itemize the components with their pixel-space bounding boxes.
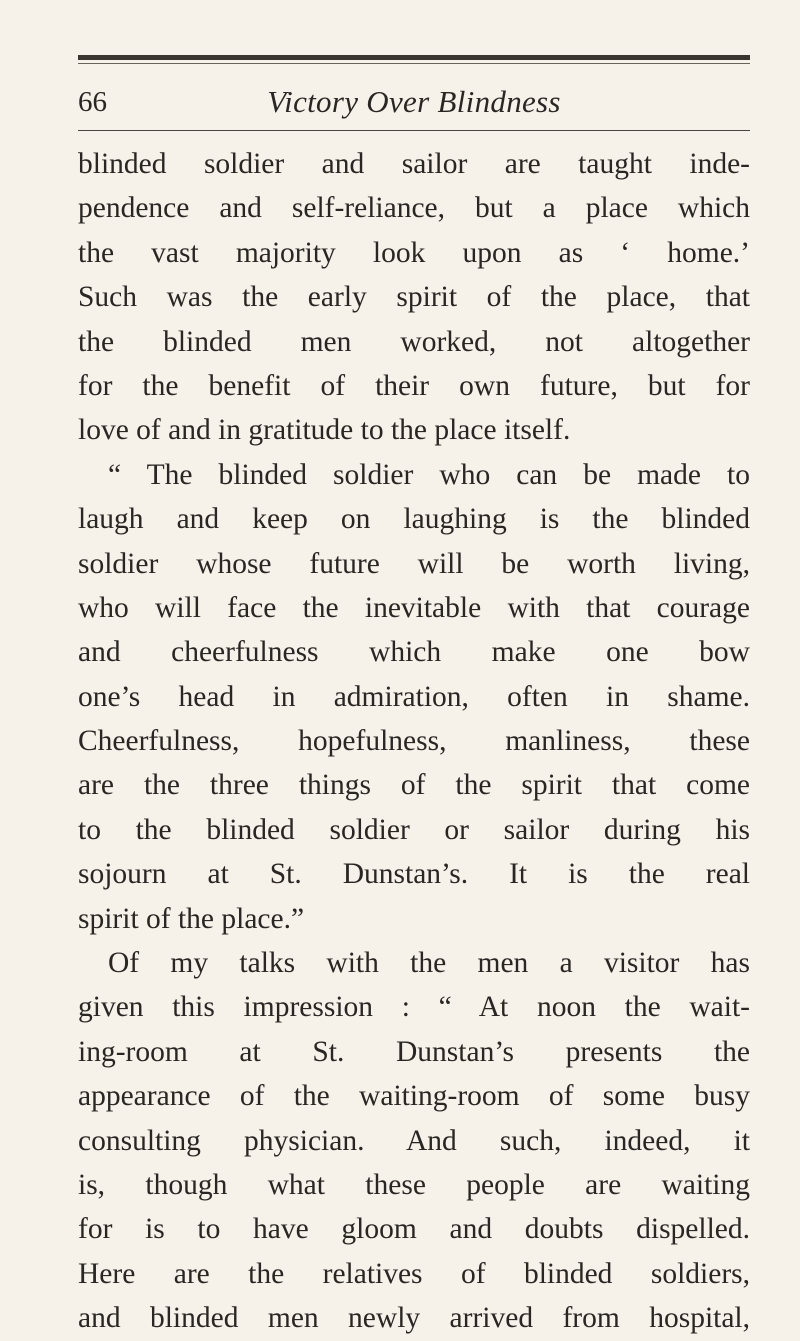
page-number: 66 bbox=[78, 86, 107, 118]
text-line: soldier whose future will be worth living, bbox=[78, 547, 750, 580]
text-line: are the three things of the spirit that come bbox=[78, 769, 750, 802]
top-rule-thick bbox=[78, 55, 750, 60]
text-line: appearance of the waiting-room of some busy bbox=[78, 1080, 750, 1113]
header-rule bbox=[78, 130, 750, 131]
text-line: for the benefit of their own future, but for bbox=[78, 369, 750, 402]
text-line: laugh and keep on laughing is the blinded bbox=[78, 503, 750, 536]
text-line: Cheerfulness, hopefulness, manliness, these bbox=[78, 725, 750, 758]
text-line: pendence and self-reliance, but a place which bbox=[78, 192, 750, 225]
text-line: Here are the relatives of blinded soldiers, bbox=[78, 1257, 750, 1290]
text-line: consulting physician. And such, indeed, it bbox=[78, 1124, 750, 1157]
text-line: to the blinded soldier or sailor during his bbox=[78, 813, 750, 846]
text-line: and cheerfulness which make one bow bbox=[78, 636, 750, 669]
text-line: who will face the inevitable with that courage bbox=[78, 591, 750, 624]
text-line: love of and in gratitude to the place itself. bbox=[78, 414, 571, 447]
text-line: the blinded men worked, not altogether bbox=[78, 325, 750, 358]
body-text bbox=[78, 142, 750, 1341]
text-line: and blinded men newly arrived from hospital, bbox=[78, 1302, 750, 1335]
text-line: Of my talks with the men a visitor has bbox=[108, 947, 750, 980]
text-line: sojourn at St. Dunstan’s. It is the real bbox=[78, 858, 750, 891]
top-rule-thin bbox=[78, 63, 750, 64]
text-line: blinded soldier and sailor are taught inde- bbox=[78, 148, 750, 180]
text-line: “ The blinded soldier who can be made to bbox=[108, 458, 750, 491]
text-line: Such was the early spirit of the place, that bbox=[78, 281, 750, 314]
text-line: for is to have gloom and doubts dispelled. bbox=[78, 1213, 750, 1246]
text-line: is, though what these people are waiting bbox=[78, 1168, 750, 1201]
page-header bbox=[78, 82, 750, 126]
text-line: given this impression : “ At noon the wait- bbox=[78, 991, 750, 1024]
text-line: spirit of the place.” bbox=[78, 902, 305, 935]
text-line: ing-room at St. Dunstan’s presents the bbox=[78, 1035, 750, 1068]
text-line: the vast majority look upon as ‘ home.’ bbox=[78, 236, 750, 269]
running-title: Victory Over Blindness bbox=[267, 84, 561, 119]
text-line: one’s head in admiration, often in shame. bbox=[78, 680, 750, 713]
